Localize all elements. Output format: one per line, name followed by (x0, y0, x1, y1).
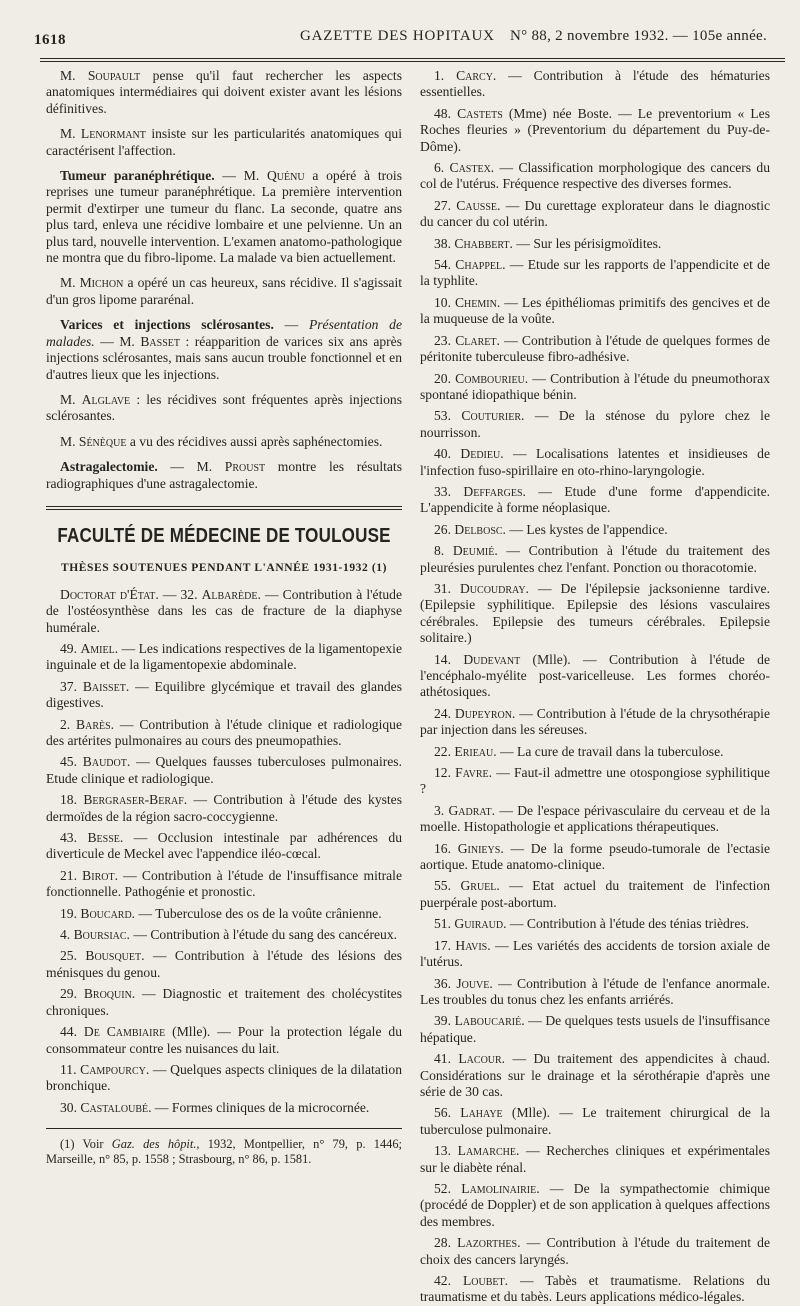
text-run: — 32. (158, 586, 202, 602)
author-name: Michon (79, 275, 124, 291)
text-run: 36. (434, 975, 457, 991)
thesis-entry (420, 295, 770, 328)
text-run: 31. (434, 580, 460, 596)
text-run: 42. (434, 1273, 463, 1288)
text-run: — De quelques tests usuels de l'insuffisance hépatique. (420, 1013, 770, 1045)
author-name: Doctorat d'État. (60, 586, 159, 602)
text-run: 53. (434, 408, 462, 424)
text-run: , 1932, Montpellier, n° 79, p. 1446; Marseille, n° 85, p. 1558 ; Strasbourg, n° 86, p. 1581. (46, 1137, 402, 1167)
page-header (0, 14, 800, 54)
author-name: Lazorthes. (457, 1235, 521, 1251)
text-run: — Sur les périsigmoïdites. (512, 235, 662, 251)
text-run: 13. (434, 1143, 458, 1159)
thesis-entry (46, 641, 402, 674)
author-name: Chabbert. (454, 235, 513, 251)
text-run: M. (60, 126, 81, 142)
text-run: — Faut-il admettre une otospongiose syphilitique ? (420, 765, 770, 797)
author-name: Jouve. (456, 975, 493, 991)
thesis-entry (420, 408, 770, 441)
section-rule-thin (46, 509, 402, 510)
text-run: — Contribution à l'étude de quelques formes de péritonite tuberculeuse fibro-adhésive. (420, 332, 770, 365)
thesis-entry (46, 717, 402, 750)
text-run: — Contribution à l'étude clinique et radiologique des artérites pulmonaires au cours des pneumopathies. (46, 716, 402, 748)
thesis-entry (46, 792, 402, 825)
thesis-entry (420, 938, 770, 971)
thesis-entry (46, 1062, 402, 1095)
text-run: 24. (434, 705, 455, 721)
text-run: — Contribution à l'étude du pneumothorax spontané idiopathique bénin. (420, 370, 771, 402)
thesis-entry (420, 1235, 770, 1268)
text-run: — Contribution à l'étude des hématuries essentielles. (420, 68, 770, 100)
author-name: Dupeyron. (454, 705, 516, 721)
paragraph-soupault (46, 68, 402, 117)
text-run: — Du traitement des appendicites à chaud. Considérations sur le drainage et la sérothérapie d'après une série de 30 cas. (420, 1051, 770, 1099)
author-name: Alglave (81, 391, 131, 407)
text-run: — De l'épilepsie jacksonienne tardive. (Epilepsie syphilitique. Epilepsie des lésions vasculaires cérébrales. Epilepsie des tumeurs cérébrales. Epilepsie solitaire.) (420, 580, 770, 646)
thesis-entry (420, 333, 770, 366)
text-run: a opéré à trois reprises une tumeur paranéphrétique. La première intervention permit d'extirper une tumeur du flanc. La seconde, quatre ans plus tard, enleva une récidive lombaire et une pelvienne. Un an plus tard, nouvelle intervention. L'examen anatomo-pathologique ne montra que du fibro-lipome. La malade va bien actuellement. (46, 168, 402, 266)
paragraph-varices (46, 317, 402, 383)
text-run: — Contribution à l'étude des kystes dermoïdes de la région sacro-coccygienne. (46, 792, 403, 824)
author-name: Loubet. (462, 1273, 509, 1288)
author-name: Delbosc. (454, 521, 506, 537)
author-name: Dedieu. (460, 446, 504, 462)
author-name: Soupault (87, 68, 141, 83)
author-name: Ginieys. (457, 840, 504, 856)
right-column (420, 68, 770, 1306)
author-name: Castex. (449, 160, 495, 176)
text-run: — Les épithéliomas primitifs des gencives et de la muqueuse de la voûte. (420, 294, 770, 327)
text-run: 8. (434, 543, 453, 559)
author-name: Bousquet. (85, 948, 145, 964)
text-run: M. (60, 433, 79, 449)
footnote-rule (46, 1128, 402, 1129)
text-run: 18. (60, 792, 84, 808)
text-run: 23. (434, 332, 456, 348)
author-name: Baisset. (82, 678, 130, 694)
author-name: Barès. (76, 716, 115, 732)
author-name: Erieau. (454, 743, 497, 759)
author-name: Dudevant (463, 651, 521, 667)
text-run: 48. (434, 105, 458, 121)
thesis-entry (46, 1100, 402, 1116)
text-run: 16. (434, 840, 458, 856)
thesis-entry (420, 1143, 770, 1176)
text-run: — Equilibre glycémique et travail des glandes digestives. (46, 678, 403, 711)
text-run: — Localisations latentes et insidieuses de l'infection fuso-spirillaire en oto-rhino-laryngologie. (420, 446, 770, 478)
paragraph-astragalectomie (46, 459, 402, 492)
text-run: — De la sténose du pylore chez le nourrisson. (420, 408, 770, 440)
text-run: — La cure de travail dans la tuberculose. (496, 743, 724, 759)
text-run: 12. (434, 765, 456, 781)
issue-info: N° 88, 2 novembre 1932. — 105e année. (510, 28, 768, 44)
thesis-entry (420, 543, 770, 576)
text-run: 40. (434, 446, 461, 462)
thesis-entry (420, 1105, 770, 1138)
author-name: Quénu (266, 168, 305, 184)
text-run: — Occlusion intestinale par adhérences du diverticule de Meckel avec l'appendice iléo-cœcal. (46, 830, 402, 862)
text-run: 3. (434, 802, 449, 818)
thesis-entry (46, 830, 402, 863)
text-run: : les récidives sont fréquentes après injections sclérosantes. (46, 391, 402, 424)
text-run: 54. (434, 257, 456, 273)
author-name: Causse. (456, 197, 501, 213)
text-run: 11. (60, 1061, 81, 1077)
text-run: — Etat actuel du traitement de l'infection puerpérale post-abortum. (420, 878, 770, 910)
author-name: Albarède. (201, 586, 261, 602)
text-run: M. (60, 275, 80, 291)
theses-list-right (420, 68, 770, 1306)
text-run: — Contribution à l'étude du traitement des pleurésies purulentes chez l'enfant. Ponction ou thoracotomie. (420, 543, 770, 575)
author-name: Chemin. (454, 294, 501, 310)
text-run: insiste sur les particularités anatomiques qui caractérisent l'affection. (46, 126, 402, 158)
text-run: 43. (60, 830, 88, 846)
thesis-entry (420, 236, 770, 252)
text-run: — M. (157, 459, 225, 475)
thesis-entry (420, 484, 770, 517)
author-name: Bergraser-Beraf. (83, 792, 188, 808)
thesis-entry (420, 257, 770, 290)
text-run: (Mlle). — Pour la protection légale du consommateur contre les nuisances du lait. (46, 1024, 402, 1056)
author-name: Chappel. (455, 257, 506, 273)
author-name: Boursiac. (73, 927, 130, 943)
text-run: 55. (434, 878, 461, 894)
thesis-entry (46, 587, 402, 636)
text-run: 26. (434, 521, 455, 537)
author-name: Lamarche. (457, 1143, 520, 1159)
text-run: 27. (434, 197, 457, 213)
text-run: 51. (434, 916, 455, 932)
text-run: (Mlle). — Contribution à l'étude de l'encéphalo-myélite post-varicelleuse. Les formes choréo-athétosiques. (420, 651, 771, 700)
theses-heading: THÈSES SOUTENUES PENDANT L'ANNÉE 1931-1932 (1) (60, 562, 388, 575)
text-run: 52. (434, 1180, 462, 1196)
thesis-entry (420, 1181, 770, 1230)
text-run: (Mme) née Boste. — Le preventorium « Les Roches fleuries » (Preventorium du département du Puy-de-Dôme). (420, 105, 771, 154)
text-run: — Tuberculose des os de la voûte crânienne. (135, 905, 382, 921)
header-rule (40, 58, 785, 59)
author-name: Ducoudray. (459, 580, 529, 596)
thesis-entry (420, 522, 770, 538)
text-run: — M. (214, 168, 267, 184)
text-run: 14. (434, 651, 464, 667)
text-run: Présentation de malades. (46, 317, 402, 349)
left-column (46, 68, 402, 1167)
text-run: 22. (434, 743, 455, 759)
author-name: Lacour. (458, 1051, 506, 1067)
section-title: Varices et injections sclérosantes. (60, 317, 274, 333)
author-name: Favre. (455, 765, 493, 781)
text-run: 38. (434, 235, 455, 251)
thesis-entry (420, 916, 770, 932)
author-name: Proust (224, 459, 266, 475)
text-run: a vu des récidives aussi après saphénectomies. (126, 433, 383, 449)
header-rule-thin (40, 61, 785, 62)
text-run: 45. (60, 754, 83, 770)
text-run: 25. (60, 948, 86, 964)
section-title: Tumeur paranéphrétique. (60, 168, 215, 184)
thesis-entry (420, 652, 770, 701)
thesis-entry (420, 803, 770, 836)
text-run: — Etude d'une forme d'appendicite. L'appendicite à forme néoplasique. (420, 483, 770, 516)
thesis-entry (420, 1013, 770, 1046)
thesis-entry (420, 1051, 770, 1100)
text-run: 10. (434, 294, 455, 310)
text-run: — Recherches cliniques et expérimentales sur le diabète rénal. (420, 1143, 770, 1175)
text-run: — Classification morphologique des cancers du col de l'utérus. Fréquence respective des diverses formes. (420, 160, 770, 192)
thesis-entry (46, 679, 402, 712)
author-name: Deffarges. (463, 483, 526, 499)
thesis-entry (420, 68, 770, 101)
text-run: — Contribution à l'étude de la chrysothérapie par injection dans les séreuses. (420, 705, 770, 738)
text-run: — Contribution à l'étude du traitement de choix des cancers laryngés. (420, 1235, 771, 1267)
text-run: 41. (434, 1051, 459, 1067)
thesis-entry (420, 581, 770, 647)
text-run: a opéré un cas heureux, sans récidive. Il s'agissait d'un gros lipome pararénal. (46, 275, 402, 307)
author-name: Birot. (82, 867, 118, 883)
text-run: — Etude sur les rapports de l'appendicite et de la typhlite. (420, 257, 771, 289)
text-run: 2. (60, 716, 77, 732)
thesis-entry (46, 927, 402, 943)
text-run: — Les variétés des accidents de torsion axiale de l'utérus. (420, 937, 771, 970)
theses-list-left (46, 587, 402, 1116)
author-name: Sénèque (78, 433, 127, 449)
text-run: : réapparition de varices six ans après injections sclérosantes, mais sans aucun trouble fonctionnel et en d'autres lieux que les injections. (46, 333, 402, 382)
text-run: 33. (434, 483, 464, 499)
text-run: pense qu'il faut rechercher les aspects anatomiques intermédiaires qui doivent exister avant les lésions définitives. (46, 68, 402, 116)
text-run: 39. (434, 1013, 455, 1029)
thesis-entry (46, 948, 402, 981)
author-name: Basset (140, 333, 180, 349)
thesis-entry (420, 371, 770, 404)
thesis-entry (46, 1024, 402, 1057)
text-run: 6. (434, 160, 450, 176)
author-name: Broquin. (83, 986, 136, 1002)
footnote (46, 1137, 402, 1167)
text-run: — Du curettage explorateur dans le diagnostic du cancer du col utérin. (420, 197, 771, 230)
author-name: Boucard. (80, 905, 136, 921)
author-name: Lenormant (80, 126, 146, 142)
author-name: Guiraud. (454, 916, 507, 932)
text-run: 21. (60, 867, 83, 883)
text-run: — Quelques aspects cliniques de la dilatation bronchique. (46, 1061, 402, 1094)
text-run: 1. (434, 68, 457, 83)
author-name: Gadrat. (448, 802, 496, 818)
author-name: Couturier. (461, 408, 525, 424)
thesis-entry (420, 976, 770, 1009)
text-run: — Contribution à l'étude des lésions des ménisques du genou. (46, 948, 402, 980)
text-run: — Diagnostic et traitement des cholécystites chroniques. (46, 986, 402, 1018)
text-run: 28. (434, 1235, 458, 1251)
text-run: Gaz. des hôpit. (111, 1137, 197, 1152)
text-run: — De l'espace périvasculaire du cerveau et de la moelle. Histopathologie et applications thérapeutiques. (420, 802, 771, 835)
section-rule (46, 506, 402, 507)
paragraph-michon (46, 275, 402, 308)
text-run: (Mlle). — Le traitement chirurgical de la tuberculose pulmonaire. (420, 1105, 770, 1137)
text-run: 19. (60, 905, 81, 921)
text-run: 20. (434, 370, 456, 386)
text-run: — Contribution à l'étude des ténias trièdres. (506, 916, 750, 932)
text-run: 49. (60, 640, 81, 656)
text-run: montre les résultats radiographiques d'une astragalectomie. (46, 459, 402, 491)
author-name: Combourieu. (455, 370, 529, 386)
text-run: — De la forme pseudo-tumorale de l'ectasie aortique. Etude anatomo-clinique. (420, 840, 771, 873)
text-run: (1) Voir (60, 1137, 112, 1152)
thesis-entry (420, 744, 770, 760)
text-run: 44. (60, 1024, 84, 1040)
thesis-entry (420, 106, 770, 155)
text-run: M. (60, 68, 88, 83)
text-run: 29. (60, 986, 84, 1002)
thesis-entry (46, 986, 402, 1019)
section-title: Astragalectomie. (60, 459, 158, 475)
author-name: Campourcy. (80, 1061, 150, 1077)
thesis-entry (420, 841, 770, 874)
author-name: Gruel. (460, 878, 500, 894)
author-name: Amiel. (80, 640, 119, 656)
author-name: Besse. (87, 830, 124, 846)
author-name: Baudot. (82, 754, 131, 770)
author-name: Carcy. (456, 68, 497, 83)
text-run: — Contribution à l'étude de l'insuffisance mitrale fonctionnelle. Pathogénie et pronostic. (46, 867, 402, 900)
text-run: 30. (60, 1099, 81, 1115)
text-run: — De la sympathectomie chimique (procédé de Doppler) et de son application à quelques affections des membres. (420, 1180, 771, 1229)
text-run: — M. (94, 333, 141, 349)
text-run: 37. (60, 678, 83, 694)
author-name: Lahaye (460, 1105, 503, 1121)
paragraph-lenormant (46, 126, 402, 159)
thesis-entry (420, 198, 770, 231)
text-run: — Les indications respectives de la ligamentopexie inguinale et de la ligamentopexie abdominale. (46, 640, 402, 673)
text-run: M. (60, 391, 82, 407)
author-name: Claret. (455, 332, 500, 348)
journal-title: GAZETTE DES HOPITAUX (300, 28, 495, 44)
thesis-entry (46, 754, 402, 787)
text-run: — (273, 317, 309, 333)
text-run: — Contribution à l'étude du sang des cancéreux. (129, 927, 398, 943)
author-name: Havis. (455, 937, 491, 953)
text-run: — Contribution à l'étude de l'ostéosynthèse dans les cas de fracture de la diaphyse humérale. (46, 586, 402, 635)
paragraph-seneque (46, 434, 402, 450)
paragraph-tumeur (46, 168, 402, 266)
text-run: — Quelques fausses tuberculoses pulmonaires. Etude clinique et radiologique. (46, 754, 402, 786)
text-run: 4. (60, 927, 74, 943)
author-name: Castaloubé. (80, 1099, 152, 1115)
thesis-entry (420, 160, 770, 193)
thesis-entry (420, 765, 770, 798)
paragraph-alglave (46, 392, 402, 425)
faculty-heading: FACULTÉ DE MÉDECINE DE TOULOUSE (57, 523, 391, 547)
thesis-entry (420, 878, 770, 911)
thesis-entry (420, 706, 770, 739)
author-name: De Cambiaire (83, 1024, 166, 1040)
text-run: 56. (434, 1105, 461, 1121)
author-name: Lamolinairie. (461, 1180, 540, 1196)
thesis-entry (420, 446, 770, 479)
author-name: Deumié. (452, 543, 498, 559)
text-run: — Formes cliniques de la microcornée. (151, 1099, 370, 1115)
text-run: 17. (434, 937, 456, 953)
text-run: — Les kystes de l'appendice. (505, 521, 668, 537)
text-run: — Tabès et traumatisme. Relations du traumatisme et du tabès. Leurs applications médico-légales. (420, 1273, 771, 1305)
text-run: — Contribution à l'étude de l'enfance anormale. Les troubles du tonus chez les enfants arriérés. (420, 975, 771, 1007)
page-number: 1618 (34, 32, 66, 48)
author-name: Laboucarié. (454, 1013, 525, 1029)
thesis-entry (420, 1273, 770, 1306)
thesis-entry (46, 906, 402, 922)
thesis-entry (46, 868, 402, 901)
author-name: Castets (457, 105, 503, 121)
